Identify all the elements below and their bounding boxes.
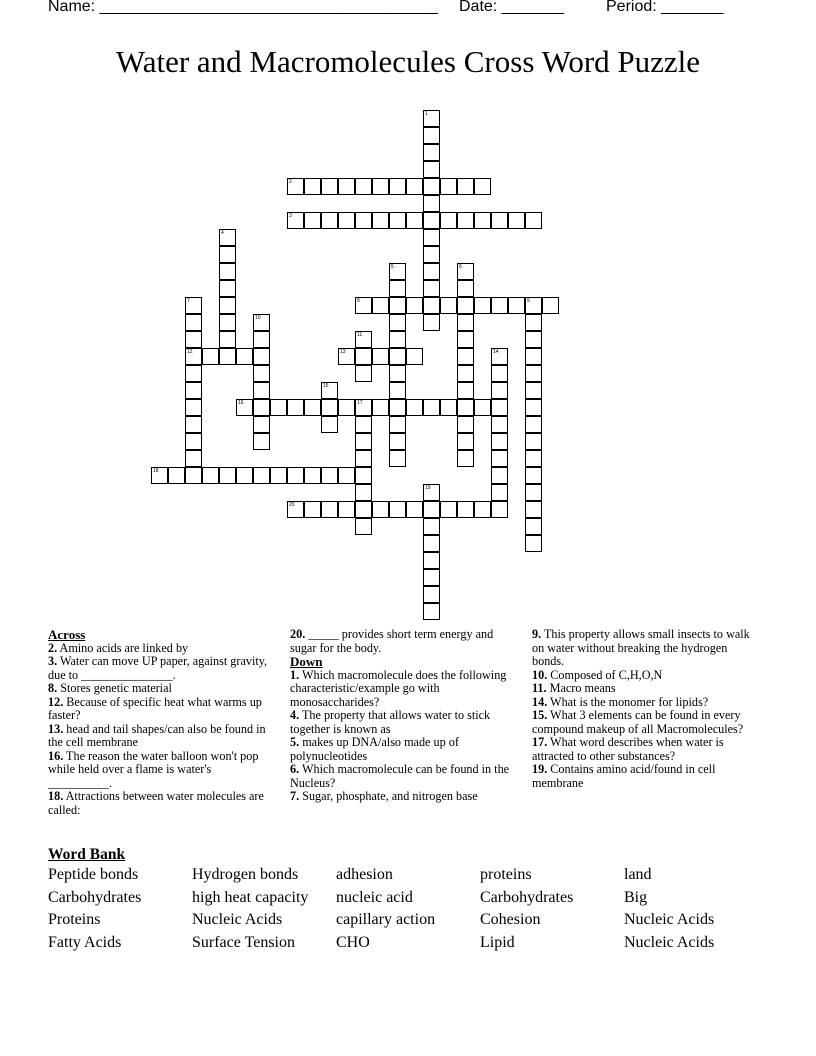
crossword-cell[interactable]: [457, 280, 474, 297]
crossword-cell[interactable]: [440, 501, 457, 518]
crossword-cell[interactable]: [185, 331, 202, 348]
crossword-cell[interactable]: [525, 382, 542, 399]
crossword-cell[interactable]: [491, 467, 508, 484]
crossword-cell[interactable]: [525, 518, 542, 535]
crossword-cell[interactable]: [542, 297, 559, 314]
clue-number: 1.: [290, 667, 300, 682]
crossword-cell[interactable]: [219, 246, 236, 263]
word-bank-item: nucleic acid: [336, 888, 413, 906]
crossword-cell[interactable]: [321, 382, 338, 399]
crossword-cell[interactable]: [525, 416, 542, 433]
crossword-cell[interactable]: [253, 331, 270, 348]
crossword-cell[interactable]: [457, 365, 474, 382]
crossword-cell[interactable]: [423, 569, 440, 586]
clue-number: 18.: [48, 789, 64, 803]
crossword-cell[interactable]: [457, 297, 474, 314]
crossword-cell[interactable]: [372, 399, 389, 416]
crossword-cell[interactable]: [236, 467, 253, 484]
crossword-cell[interactable]: [321, 178, 338, 195]
crossword-cell[interactable]: [491, 484, 508, 501]
crossword-cell[interactable]: [202, 467, 219, 484]
clue-text: Water can move UP paper, against gravity, due to _______________.: [48, 654, 268, 682]
crossword-cell[interactable]: [338, 178, 355, 195]
crossword-cell[interactable]: [457, 450, 474, 467]
clue-text: head and tail shapes/can also be found in the cell membrane: [48, 721, 266, 749]
word-bank-item: Nucleic Acids: [192, 911, 283, 929]
crossword-cell[interactable]: [423, 297, 440, 314]
crossword-cell[interactable]: [423, 314, 440, 331]
crossword-cell[interactable]: [338, 467, 355, 484]
clue-number: 13.: [48, 721, 64, 736]
clue-number: 10.: [532, 667, 548, 682]
word-bank-item: capillary action: [336, 911, 436, 929]
crossword-cell[interactable]: [287, 501, 304, 518]
clue-item: [48, 723, 268, 750]
crossword-cell[interactable]: [525, 535, 542, 552]
crossword-cell[interactable]: [151, 467, 168, 484]
clue-number: 17.: [532, 735, 548, 749]
crossword-cell[interactable]: [253, 348, 270, 365]
crossword-cell[interactable]: [491, 450, 508, 467]
word-bank-item: Big: [624, 888, 648, 906]
crossword-cell[interactable]: [491, 212, 508, 229]
crossword-cell[interactable]: [491, 501, 508, 518]
crossword-cell[interactable]: [525, 467, 542, 484]
crossword-cell[interactable]: [406, 297, 423, 314]
crossword-cell[interactable]: [389, 399, 406, 416]
crossword-cell[interactable]: [372, 178, 389, 195]
crossword-cell[interactable]: [457, 501, 474, 518]
word-bank-item: Fatty Acids: [48, 933, 122, 951]
crossword-cell[interactable]: [338, 501, 355, 518]
clue-item: [290, 790, 515, 804]
clue-number: 12.: [48, 694, 64, 709]
clue-text: makes up DNA/also made up of polynucleotides: [290, 735, 459, 763]
crossword-cell[interactable]: [355, 416, 372, 433]
clue-item: [48, 682, 268, 696]
clue-number: 2.: [48, 640, 58, 655]
crossword-cell[interactable]: [423, 263, 440, 280]
crossword-cell[interactable]: [406, 348, 423, 365]
crossword-cell[interactable]: [185, 314, 202, 331]
crossword-cell[interactable]: [355, 501, 372, 518]
crossword-cell[interactable]: [389, 382, 406, 399]
crossword-cell[interactable]: [440, 297, 457, 314]
cell-number: 14: [493, 349, 499, 355]
crossword-cell[interactable]: [185, 382, 202, 399]
crossword-cell[interactable]: [457, 263, 474, 280]
clue-item: [532, 736, 757, 763]
clue-text: Amino acids are linked by: [57, 640, 189, 655]
crossword-cell[interactable]: [525, 450, 542, 467]
crossword-cell[interactable]: [423, 246, 440, 263]
crossword-cell[interactable]: [389, 450, 406, 467]
crossword-cell[interactable]: [355, 518, 372, 535]
period-field[interactable]: Period: _______: [606, 0, 724, 15]
cell-number: 18: [153, 468, 159, 474]
across-clue-list: [48, 642, 268, 818]
crossword-cell[interactable]: [185, 416, 202, 433]
crossword-cell[interactable]: [355, 212, 372, 229]
word-bank-item: Proteins: [48, 911, 101, 929]
clue-item: [532, 763, 757, 790]
clue-item: [48, 642, 268, 656]
crossword-cell[interactable]: [321, 467, 338, 484]
clue-item: [290, 628, 515, 655]
word-bank-item: Hydrogen bonds: [192, 866, 299, 883]
word-bank-item: high heat capacity: [192, 888, 309, 906]
crossword-cell[interactable]: [389, 212, 406, 229]
crossword-cell[interactable]: [355, 450, 372, 467]
crossword-cell[interactable]: [219, 280, 236, 297]
crossword-cell[interactable]: [474, 501, 491, 518]
crossword-cell[interactable]: [508, 297, 525, 314]
crossword-cell[interactable]: [185, 467, 202, 484]
crossword-cell[interactable]: [423, 212, 440, 229]
clues-column-right: [532, 628, 757, 790]
crossword-cell[interactable]: [525, 212, 542, 229]
crossword-cell[interactable]: [185, 399, 202, 416]
crossword-cell[interactable]: [372, 212, 389, 229]
clue-number: 5.: [290, 735, 300, 749]
crossword-cell[interactable]: [525, 399, 542, 416]
crossword-cell[interactable]: [185, 348, 202, 365]
crossword-cell[interactable]: [457, 382, 474, 399]
crossword-cell[interactable]: [185, 450, 202, 467]
down-heading: Down: [290, 654, 323, 669]
crossword-cell[interactable]: [389, 416, 406, 433]
crossword-cell[interactable]: [389, 331, 406, 348]
crossword-cell[interactable]: [219, 331, 236, 348]
word-bank-item: land: [624, 866, 652, 883]
crossword-cell[interactable]: [253, 399, 270, 416]
clue-item: [48, 750, 268, 791]
word-bank-item: proteins: [480, 866, 532, 883]
crossword-cell[interactable]: [389, 348, 406, 365]
crossword-cell[interactable]: [491, 365, 508, 382]
word-bank-item: Cohesion: [480, 911, 541, 929]
down-clue-list-continued: [532, 628, 757, 790]
clue-number: 19.: [532, 762, 548, 776]
crossword-cell[interactable]: [423, 586, 440, 603]
crossword-cell[interactable]: [202, 348, 219, 365]
crossword-cell[interactable]: [304, 501, 321, 518]
crossword-cell[interactable]: [253, 314, 270, 331]
cell-number: 3: [289, 213, 292, 219]
crossword-cell[interactable]: [491, 399, 508, 416]
cell-number: 6: [459, 264, 462, 270]
cell-number: 2: [289, 179, 292, 185]
crossword-cell[interactable]: [185, 433, 202, 450]
crossword-cell[interactable]: [287, 399, 304, 416]
clue-text: What is the monomer for lipids?: [547, 694, 709, 709]
cell-number: 12: [187, 349, 193, 355]
clue-item: [48, 655, 268, 682]
crossword-cell[interactable]: [287, 212, 304, 229]
crossword-cell[interactable]: [508, 212, 525, 229]
crossword-cell[interactable]: [389, 433, 406, 450]
crossword-cell[interactable]: [253, 365, 270, 382]
crossword-cell[interactable]: [355, 331, 372, 348]
crossword-cell[interactable]: [474, 399, 491, 416]
crossword-cell[interactable]: [338, 399, 355, 416]
clue-item: [48, 696, 268, 723]
crossword-cell[interactable]: [457, 416, 474, 433]
crossword-cell[interactable]: [389, 263, 406, 280]
crossword-cell[interactable]: [355, 484, 372, 501]
across-clues-column: [48, 628, 268, 817]
crossword-cell[interactable]: [253, 467, 270, 484]
crossword-cell[interactable]: [525, 501, 542, 518]
crossword-cell[interactable]: [423, 535, 440, 552]
cell-number: 4: [221, 230, 224, 236]
clue-text: Sugar, phosphate, and nitrogen base: [299, 789, 478, 803]
crossword-cell[interactable]: [389, 178, 406, 195]
word-bank-heading: Word Bank: [48, 846, 126, 863]
cell-number: 1: [425, 111, 428, 117]
clue-item: [48, 790, 268, 817]
clue-item: [532, 709, 757, 736]
clue-text: The property that allows water to stick together is known as: [290, 708, 491, 736]
crossword-cell[interactable]: [525, 314, 542, 331]
clue-text: Which macromolecule does the following characteristic/example go with monosaccharides?: [290, 667, 507, 709]
crossword-cell[interactable]: [270, 399, 287, 416]
crossword-cell[interactable]: [423, 195, 440, 212]
crossword-cell[interactable]: [457, 212, 474, 229]
crossword-cell[interactable]: [270, 467, 287, 484]
word-bank-item: Carbohydrates: [48, 888, 142, 906]
crossword-cell[interactable]: [474, 212, 491, 229]
clue-text: This property allows small insects to walk on water without breaking the hydrogen bonds.: [532, 627, 750, 668]
crossword-cell[interactable]: [304, 467, 321, 484]
cell-number: 10: [255, 315, 261, 321]
clue-text: What 3 elements can be found in every compound makeup of all Macromolecules?: [532, 708, 744, 736]
cell-number: 5: [391, 264, 394, 270]
clue-number: 8.: [48, 681, 58, 695]
word-bank-item: Peptide bonds: [48, 866, 139, 883]
crossword-cell[interactable]: [168, 467, 185, 484]
word-bank-item: Nucleic Acids: [624, 911, 715, 929]
crossword-cell[interactable]: [491, 297, 508, 314]
clue-item: [290, 709, 515, 736]
crossword-cell[interactable]: [423, 280, 440, 297]
clue-item: [532, 669, 757, 683]
crossword-cell[interactable]: [253, 382, 270, 399]
crossword-cell[interactable]: [457, 178, 474, 195]
crossword-cell[interactable]: [253, 433, 270, 450]
word-bank-item: CHO: [336, 933, 370, 951]
crossword-cell[interactable]: [457, 348, 474, 365]
clue-text: Contains amino acid/found in cell membrane: [532, 762, 716, 790]
clue-text: Because of specific heat what warms up faster?: [48, 694, 262, 722]
crossword-cell[interactable]: [389, 280, 406, 297]
crossword-cell[interactable]: [423, 144, 440, 161]
crossword-cell[interactable]: [406, 399, 423, 416]
clue-number: 11.: [532, 681, 547, 695]
crossword-cell[interactable]: [525, 433, 542, 450]
clue-number: 7.: [290, 789, 300, 803]
crossword-cell[interactable]: [355, 433, 372, 450]
clues-column-middle: [290, 628, 515, 804]
crossword-cell[interactable]: [525, 297, 542, 314]
crossword-cell[interactable]: [321, 416, 338, 433]
crossword-cell[interactable]: [253, 416, 270, 433]
crossword-cell[interactable]: [372, 297, 389, 314]
word-bank-item: adhesion: [336, 866, 393, 883]
crossword-cell[interactable]: [440, 399, 457, 416]
clue-number: 3.: [48, 654, 58, 668]
cell-number: 20: [289, 502, 295, 508]
clue-item: [532, 696, 757, 710]
word-bank-item: Carbohydrates: [480, 888, 574, 906]
cell-number: 16: [238, 400, 244, 406]
crossword-cell[interactable]: [457, 399, 474, 416]
clue-item: [532, 682, 757, 696]
crossword-cell[interactable]: [457, 433, 474, 450]
crossword-cell[interactable]: [355, 399, 372, 416]
clue-item: [532, 628, 757, 669]
crossword-cell[interactable]: [219, 314, 236, 331]
crossword-cell[interactable]: [185, 365, 202, 382]
crossword-cell[interactable]: [474, 178, 491, 195]
crossword-cell[interactable]: [219, 263, 236, 280]
clue-number: 4.: [290, 708, 300, 722]
crossword-cell[interactable]: [457, 331, 474, 348]
crossword-cell[interactable]: [355, 178, 372, 195]
word-bank-item: Nucleic Acids: [624, 933, 715, 951]
crossword-cell[interactable]: [321, 399, 338, 416]
crossword-cell[interactable]: [304, 178, 321, 195]
cell-number: 17: [357, 400, 363, 406]
crossword-cell[interactable]: [219, 297, 236, 314]
cell-number: 15: [323, 383, 329, 389]
crossword-cell[interactable]: [423, 127, 440, 144]
crossword-cell[interactable]: [525, 484, 542, 501]
clue-number: 15.: [532, 708, 548, 722]
clue-number: 20.: [290, 627, 306, 641]
crossword-cell[interactable]: [423, 518, 440, 535]
crossword-cell[interactable]: [355, 467, 372, 484]
cell-number: 7: [187, 298, 190, 304]
crossword-cell[interactable]: [457, 314, 474, 331]
word-bank-item: Surface Tension: [192, 933, 295, 951]
crossword-cell[interactable]: [389, 314, 406, 331]
cell-number: 8: [357, 298, 360, 304]
crossword-cell[interactable]: [491, 382, 508, 399]
page-title: Water and Macromolecules Cross Word Puzzle: [115, 44, 701, 79]
crossword-cell[interactable]: [389, 297, 406, 314]
crossword-cell[interactable]: [372, 348, 389, 365]
crossword-cell[interactable]: [372, 501, 389, 518]
cell-number: 13: [340, 349, 346, 355]
crossword-cell[interactable]: [355, 365, 372, 382]
crossword-cell[interactable]: [423, 161, 440, 178]
crossword-cell[interactable]: [423, 229, 440, 246]
crossword-cell[interactable]: [389, 501, 406, 518]
crossword-cell[interactable]: [321, 501, 338, 518]
crossword-cell[interactable]: [474, 297, 491, 314]
crossword-cell[interactable]: [236, 399, 253, 416]
clue-text: The reason the water balloon won't pop while held over a flame is water's __________.: [48, 748, 259, 790]
across-heading: Across: [48, 627, 86, 642]
crossword-cell[interactable]: [338, 212, 355, 229]
crossword-cell[interactable]: [491, 433, 508, 450]
crossword-cell[interactable]: [423, 603, 440, 620]
crossword-cell[interactable]: [406, 501, 423, 518]
name-field[interactable]: Name: ______________________________________: [48, 0, 438, 15]
crossword-cell[interactable]: [423, 501, 440, 518]
crossword-cell[interactable]: [423, 552, 440, 569]
clue-text: Macro means: [546, 681, 616, 695]
across-clue-list-continued: [290, 628, 515, 655]
crossword-cell[interactable]: [423, 110, 440, 127]
crossword-cell[interactable]: [287, 178, 304, 195]
crossword-cell[interactable]: [423, 399, 440, 416]
crossword-cell[interactable]: [304, 399, 321, 416]
crossword-cell[interactable]: [406, 178, 423, 195]
clue-item: [290, 763, 515, 790]
crossword-cell[interactable]: [287, 467, 304, 484]
cell-number: 9: [527, 298, 530, 304]
cell-number: 11: [357, 332, 363, 338]
crossword-cell[interactable]: [185, 297, 202, 314]
crossword-cell[interactable]: [525, 331, 542, 348]
clue-text: Which macromolecule can be found in the Nucleus?: [290, 762, 510, 790]
crossword-cell[interactable]: [355, 348, 372, 365]
clue-number: 14.: [532, 694, 548, 709]
clue-text: Stores genetic material: [57, 681, 172, 695]
clue-text: Composed of C,H,O,N: [547, 667, 663, 682]
clue-number: 6.: [290, 762, 300, 776]
clue-text: What word describes when water is attracted to other substances?: [532, 735, 724, 763]
crossword-cell[interactable]: [389, 365, 406, 382]
crossword-cell[interactable]: [304, 212, 321, 229]
crossword-cell[interactable]: [525, 348, 542, 365]
crossword-cell[interactable]: [406, 212, 423, 229]
clue-item: [290, 736, 515, 763]
crossword-cell[interactable]: [525, 365, 542, 382]
date-field[interactable]: Date: _______: [459, 0, 564, 15]
clue-text: Attractions between water molecules are called:: [48, 789, 264, 817]
clue-text: _____ provides short term energy and sugar for the body.: [290, 627, 494, 655]
word-bank-item: Lipid: [480, 933, 515, 951]
clue-item: [290, 669, 515, 710]
crossword-cell[interactable]: [491, 416, 508, 433]
crossword-cell[interactable]: [423, 178, 440, 195]
crossword-cell[interactable]: [355, 297, 372, 314]
crossword-cell[interactable]: [423, 484, 440, 501]
crossword-cell[interactable]: [338, 348, 355, 365]
crossword-cell[interactable]: [236, 348, 253, 365]
crossword-cell[interactable]: [440, 212, 457, 229]
crossword-cell[interactable]: [321, 212, 338, 229]
clue-number: 9.: [532, 627, 542, 641]
crossword-cell[interactable]: [440, 178, 457, 195]
crossword-cell[interactable]: [219, 348, 236, 365]
clue-number: 16.: [48, 748, 64, 763]
crossword-cell[interactable]: [219, 229, 236, 246]
cell-number: 19: [425, 485, 431, 491]
crossword-cell[interactable]: [219, 467, 236, 484]
down-clue-list: [290, 669, 515, 804]
crossword-cell[interactable]: [491, 348, 508, 365]
